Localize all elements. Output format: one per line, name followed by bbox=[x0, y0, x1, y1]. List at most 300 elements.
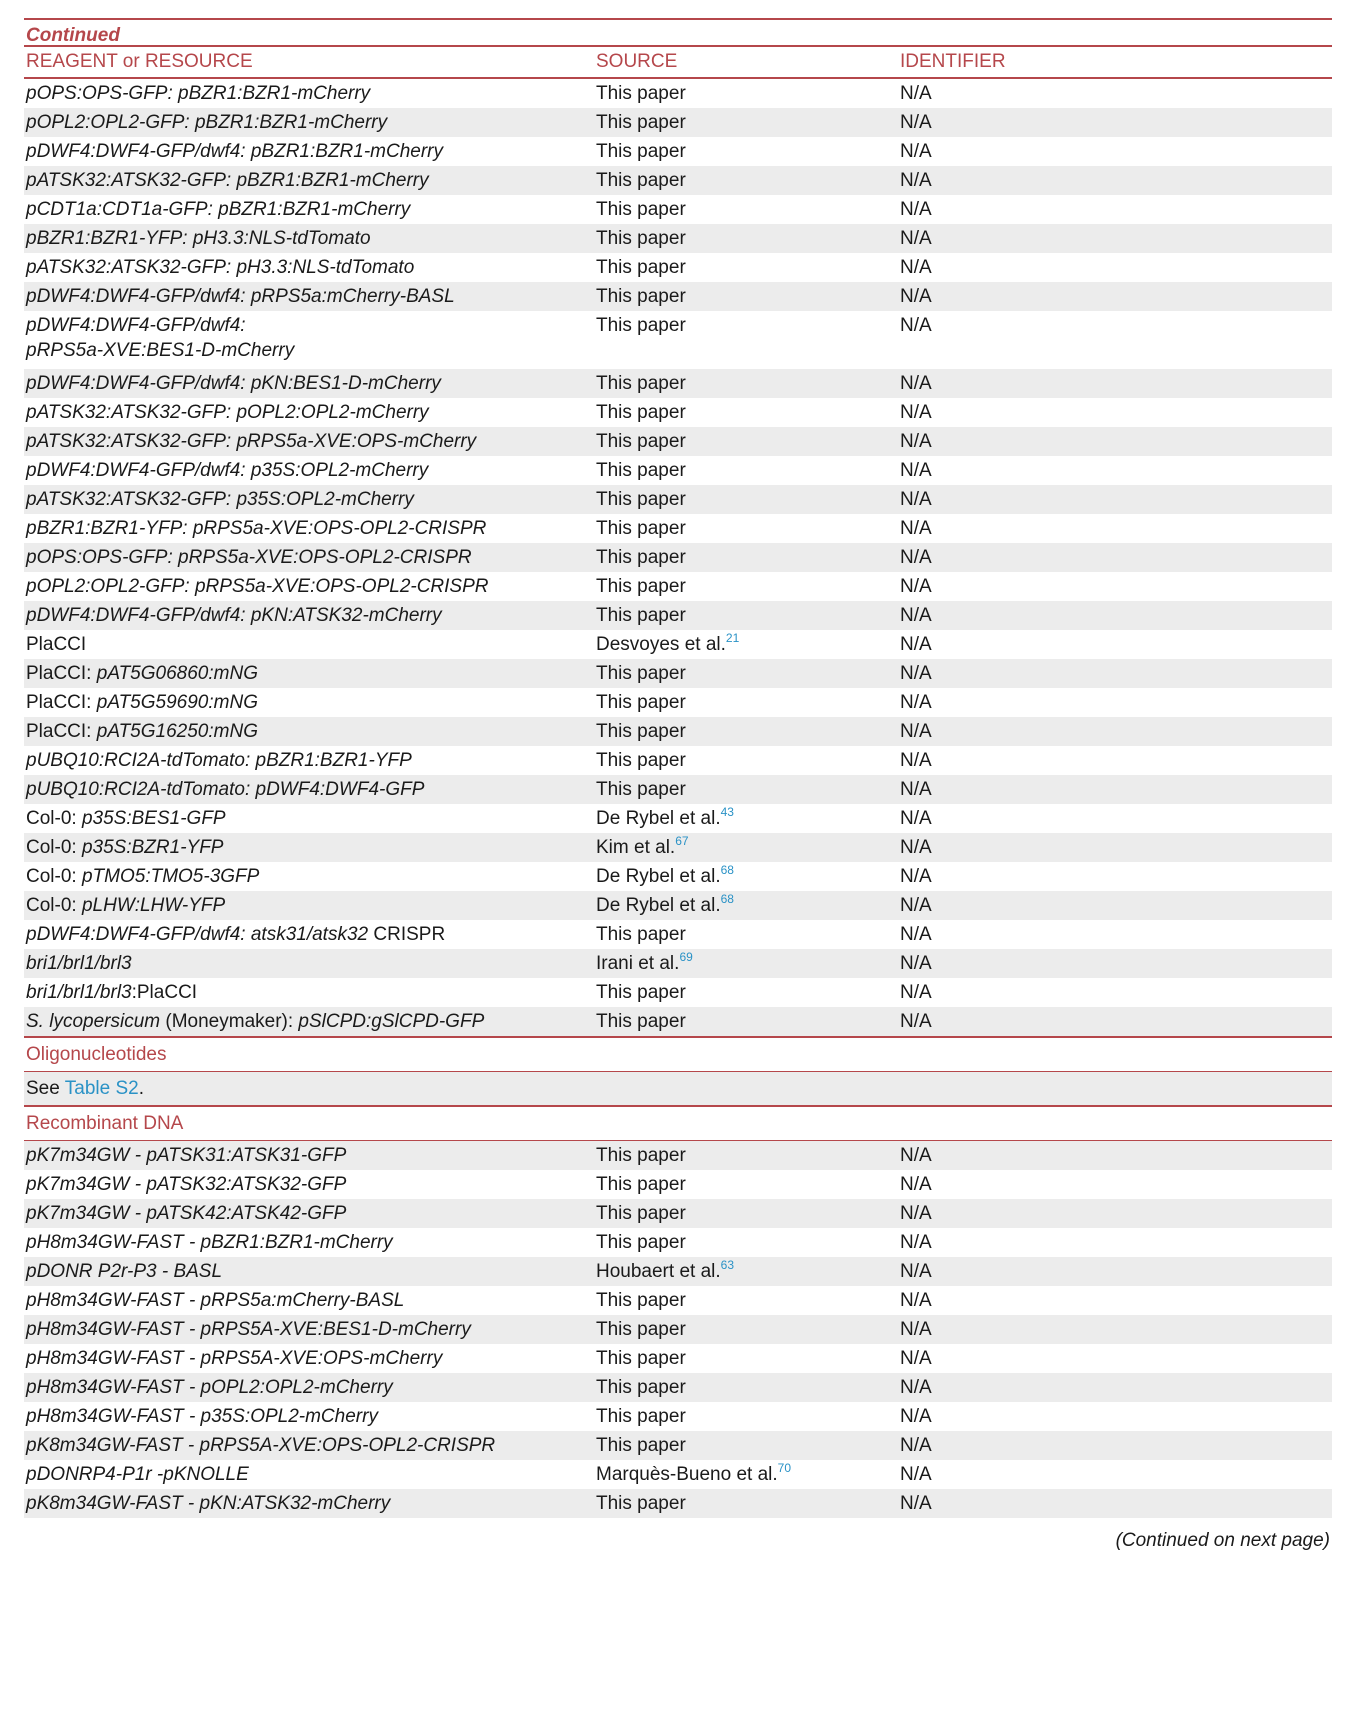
source-cell bbox=[596, 1288, 900, 1313]
reagent-cell bbox=[26, 1375, 596, 1400]
rows-group-a bbox=[24, 79, 1332, 311]
table-row bbox=[24, 543, 1332, 572]
identifier-cell: N/A bbox=[900, 82, 932, 104]
source-cell bbox=[596, 777, 900, 802]
table-row bbox=[24, 224, 1332, 253]
table-row bbox=[24, 659, 1332, 688]
source-text: This paper bbox=[596, 372, 686, 394]
identifier-cell: N/A bbox=[900, 1145, 932, 1166]
construct-name: pSlCPD:gSlCPD-GFP bbox=[298, 1010, 485, 1032]
identifier-cell: N/A bbox=[900, 923, 932, 945]
source-text: Marquès-Bueno et al. bbox=[596, 1464, 778, 1485]
reagent-prefix: Col-0: bbox=[26, 836, 82, 858]
reference-link[interactable]: 63 bbox=[720, 1258, 734, 1272]
reagent-name: pAT5G16250:mNG bbox=[96, 720, 258, 742]
reagent-cell bbox=[26, 951, 596, 976]
identifier-cell: N/A bbox=[900, 285, 932, 307]
identifier-cell: N/A bbox=[900, 749, 932, 771]
reagent-name: pDWF4:DWF4-GFP/dwf4: atsk31/atsk32 bbox=[26, 923, 369, 945]
source-text: Desvoyes et al. bbox=[596, 633, 726, 655]
identifier-cell: N/A bbox=[900, 140, 932, 162]
table-row bbox=[24, 311, 1332, 369]
source-cell bbox=[596, 661, 900, 686]
reagent-name: pK7m34GW - pATSK31:ATSK31-GFP bbox=[26, 1145, 347, 1166]
reagent-cell bbox=[26, 1462, 596, 1487]
reagent-cell bbox=[26, 806, 596, 831]
reference-link[interactable]: 69 bbox=[679, 949, 693, 964]
reagent-name: pOPL2:OPL2-GFP: pBZR1:BZR1-mCherry bbox=[26, 111, 388, 133]
source-cell bbox=[596, 574, 900, 599]
source-cell bbox=[596, 1143, 900, 1168]
reagent-cell bbox=[26, 632, 596, 657]
reagent-cell bbox=[26, 922, 596, 947]
identifier-cell: N/A bbox=[900, 401, 932, 423]
source-cell bbox=[596, 487, 900, 512]
table-row bbox=[24, 1344, 1332, 1373]
identifier-cell: N/A bbox=[900, 1232, 932, 1253]
oligonucleotides-note bbox=[24, 1071, 1332, 1107]
source-text: This paper bbox=[596, 1203, 686, 1224]
reagent-cell bbox=[26, 1009, 596, 1034]
source-cell bbox=[596, 1172, 900, 1197]
reagent-name: bri1/brl1/brl3 bbox=[26, 952, 132, 974]
period-text: . bbox=[138, 1077, 144, 1099]
identifier-cell: N/A bbox=[900, 807, 932, 829]
reagent-cell bbox=[26, 545, 596, 570]
reagent-prefix: PlaCCI: bbox=[26, 662, 97, 684]
identifier-cell: N/A bbox=[900, 430, 932, 452]
source-text: This paper bbox=[596, 111, 686, 133]
source-cell bbox=[596, 951, 900, 976]
source-cell bbox=[596, 197, 900, 222]
table-row bbox=[24, 1373, 1332, 1402]
reagent-cell bbox=[26, 719, 596, 744]
reagent-prefix: Col-0: bbox=[26, 865, 82, 887]
reagent-cell bbox=[26, 1201, 596, 1226]
table-row bbox=[24, 369, 1332, 398]
source-text: This paper bbox=[596, 720, 686, 742]
identifier-cell: N/A bbox=[900, 1010, 932, 1032]
reagent-cell bbox=[26, 487, 596, 512]
source-text: This paper bbox=[596, 169, 686, 191]
identifier-cell: N/A bbox=[900, 1493, 932, 1514]
table-row bbox=[24, 485, 1332, 514]
source-text: This paper bbox=[596, 662, 686, 684]
table-row bbox=[24, 717, 1332, 746]
reference-link[interactable]: 67 bbox=[675, 833, 689, 848]
source-cell bbox=[596, 980, 900, 1005]
reagent-name: pH8m34GW-FAST - pOPL2:OPL2-mCherry bbox=[26, 1377, 393, 1398]
section-heading-oligonucleotides: Oligonucleotides bbox=[24, 1036, 1332, 1071]
source-text: This paper bbox=[596, 227, 686, 249]
source-cell bbox=[596, 922, 900, 947]
source-cell bbox=[596, 1375, 900, 1400]
source-text: This paper bbox=[596, 1377, 686, 1398]
reagent-cell bbox=[26, 458, 596, 483]
reagent-prefix: Col-0: bbox=[26, 807, 82, 829]
reference-link[interactable]: 43 bbox=[720, 804, 734, 819]
reagent-cell bbox=[26, 81, 596, 106]
reagent-cell bbox=[26, 1433, 596, 1458]
identifier-cell: N/A bbox=[900, 1377, 932, 1398]
reagent-line: pDWF4:DWF4-GFP/dwf4: bbox=[26, 314, 246, 336]
table-row bbox=[24, 1199, 1332, 1228]
reagent-name: pLHW:LHW-YFP bbox=[81, 894, 226, 916]
source-text: This paper bbox=[596, 1319, 686, 1340]
table-row bbox=[24, 137, 1332, 166]
identifier-cell: N/A bbox=[900, 1290, 932, 1311]
reagent-name: pATSK32:ATSK32-GFP: pOPL2:OPL2-mCherry bbox=[26, 401, 429, 423]
reagent-name: pATSK32:ATSK32-GFP: pRPS5a-XVE:OPS-mCherry bbox=[26, 430, 477, 452]
identifier-cell: N/A bbox=[900, 836, 932, 858]
reagent-prefix: PlaCCI: bbox=[26, 691, 97, 713]
identifier-cell: N/A bbox=[900, 952, 932, 974]
table-row bbox=[24, 1315, 1332, 1344]
column-header-source: SOURCE bbox=[596, 51, 678, 72]
reagent-cell bbox=[26, 1404, 596, 1429]
table-row bbox=[24, 79, 1332, 108]
source-text: This paper bbox=[596, 778, 686, 800]
reagent-name: pCDT1a:CDT1a-GFP: pBZR1:BZR1-mCherry bbox=[26, 198, 411, 220]
table-row bbox=[24, 1257, 1332, 1286]
reagent-cell bbox=[26, 893, 596, 918]
reagent-cell bbox=[26, 864, 596, 889]
table-row bbox=[24, 978, 1332, 1007]
identifier-cell: N/A bbox=[900, 778, 932, 800]
reagent-name: pUBQ10:RCI2A-tdTomato: pDWF4:DWF4-GFP bbox=[26, 778, 425, 800]
table-row bbox=[24, 253, 1332, 282]
source-text: De Rybel et al. bbox=[596, 807, 721, 829]
source-text: This paper bbox=[596, 285, 686, 307]
reagent-cell bbox=[26, 748, 596, 773]
identifier-cell: N/A bbox=[900, 517, 932, 539]
source-text: This paper bbox=[596, 981, 686, 1003]
source-cell bbox=[596, 1259, 900, 1284]
reagent-name: pDWF4:DWF4-GFP/dwf4: p35S:OPL2-mCherry bbox=[26, 459, 429, 481]
reagent-name: pBZR1:BZR1-YFP: pH3.3:NLS-tdTomato bbox=[26, 227, 371, 249]
identifier-cell: N/A bbox=[900, 981, 932, 1003]
reagent-name: pK8m34GW-FAST - pKN:ATSK32-mCherry bbox=[26, 1493, 391, 1514]
reagent-cell bbox=[26, 690, 596, 715]
source-text: De Rybel et al. bbox=[596, 865, 721, 887]
source-cell bbox=[596, 1201, 900, 1226]
source-cell bbox=[596, 371, 900, 396]
source-text: This paper bbox=[596, 1348, 686, 1369]
identifier-cell: N/A bbox=[900, 894, 932, 916]
source-text: This paper bbox=[596, 488, 686, 510]
reagent-name: pH8m34GW-FAST - pRPS5a:mCherry-BASL bbox=[26, 1290, 405, 1311]
reagent-name: pDONR P2r-P3 - BASL bbox=[26, 1261, 223, 1282]
reagent-name: pAT5G06860:mNG bbox=[96, 662, 258, 684]
source-cell bbox=[596, 139, 900, 164]
identifier-cell: N/A bbox=[900, 865, 932, 887]
source-text: This paper bbox=[596, 430, 686, 452]
rows-group-c bbox=[24, 1141, 1332, 1518]
identifier-cell: N/A bbox=[900, 1261, 932, 1282]
identifier-cell: N/A bbox=[900, 488, 932, 510]
reagent-cell bbox=[26, 284, 596, 309]
source-cell bbox=[596, 1404, 900, 1429]
source-text: This paper bbox=[596, 459, 686, 481]
table-row bbox=[24, 514, 1332, 543]
reagent-name: pATSK32:ATSK32-GFP: p35S:OPL2-mCherry bbox=[26, 488, 414, 510]
identifier-cell: N/A bbox=[900, 720, 932, 742]
source-text: This paper bbox=[596, 1493, 686, 1514]
table-row bbox=[24, 949, 1332, 978]
reagent-name: pDWF4:DWF4-GFP/dwf4: pRPS5a:mCherry-BASL bbox=[26, 285, 455, 307]
source-cell bbox=[596, 806, 900, 831]
reference-link[interactable]: 21 bbox=[725, 630, 740, 645]
table-row bbox=[24, 572, 1332, 601]
source-cell bbox=[596, 1317, 900, 1342]
reagent-name: pBZR1:BZR1-YFP: pRPS5a-XVE:OPS-OPL2-CRISPR bbox=[26, 517, 487, 539]
reagent-cell bbox=[26, 110, 596, 135]
source-cell bbox=[596, 1462, 900, 1487]
source-text: Kim et al. bbox=[596, 836, 676, 858]
reagent-name: pTMO5:TMO5-3GFP bbox=[81, 865, 260, 887]
source-cell bbox=[596, 719, 900, 744]
reagent-cell bbox=[26, 1317, 596, 1342]
table-row bbox=[24, 282, 1332, 311]
reagent-cell bbox=[26, 574, 596, 599]
table-row bbox=[24, 427, 1332, 456]
source-cell bbox=[596, 632, 900, 657]
reagent-name: pUBQ10:RCI2A-tdTomato: pBZR1:BZR1-YFP bbox=[26, 749, 412, 771]
identifier-cell: N/A bbox=[900, 1174, 932, 1195]
identifier-cell: N/A bbox=[900, 169, 932, 191]
source-text: Houbaert et al. bbox=[596, 1261, 721, 1282]
reagent-name: pOPS:OPS-GFP: pBZR1:BZR1-mCherry bbox=[26, 82, 371, 104]
source-cell bbox=[596, 110, 900, 135]
identifier-cell: N/A bbox=[900, 111, 932, 133]
reagent-suffix: :PlaCCI bbox=[131, 981, 198, 1003]
reagent-cell bbox=[26, 1230, 596, 1255]
identifier-cell: N/A bbox=[900, 633, 932, 655]
reagent-name: pH8m34GW-FAST - pRPS5A-XVE:BES1-D-mCherry bbox=[26, 1319, 471, 1340]
source-text: Irani et al. bbox=[596, 952, 680, 974]
column-header-reagent: REAGENT or RESOURCE bbox=[26, 51, 253, 72]
table-row bbox=[24, 1007, 1332, 1036]
source-text: This paper bbox=[596, 140, 686, 162]
table-row bbox=[24, 862, 1332, 891]
source-text: This paper bbox=[596, 749, 686, 771]
reagent-cell bbox=[26, 371, 596, 396]
source-text: This paper bbox=[596, 82, 686, 104]
reagent-cell bbox=[26, 1172, 596, 1197]
reagent-prefix: PlaCCI bbox=[26, 633, 87, 655]
identifier-cell: N/A bbox=[900, 546, 932, 568]
reagent-cell bbox=[26, 777, 596, 802]
continued-label: Continued bbox=[26, 25, 120, 46]
continued-on-next-page: (Continued on next page) bbox=[1115, 1530, 1330, 1551]
identifier-cell: N/A bbox=[900, 198, 932, 220]
reagent-name: pOPL2:OPL2-GFP: pRPS5a-XVE:OPS-OPL2-CRISPR bbox=[26, 575, 489, 597]
identifier-cell: N/A bbox=[900, 1464, 932, 1485]
source-cell bbox=[596, 1491, 900, 1516]
reagent-name: bri1/brl1/brl3 bbox=[26, 981, 132, 1003]
reagent-name: pH8m34GW-FAST - pBZR1:BZR1-mCherry bbox=[26, 1232, 393, 1253]
identifier-cell: N/A bbox=[900, 691, 932, 713]
table-header bbox=[24, 47, 1332, 77]
reagent-name: pDWF4:DWF4-GFP/dwf4: pBZR1:BZR1-mCherry bbox=[26, 140, 443, 162]
reagent-name: pATSK32:ATSK32-GFP: pBZR1:BZR1-mCherry bbox=[26, 169, 429, 191]
identifier-cell: N/A bbox=[900, 1319, 932, 1340]
source-text: This paper bbox=[596, 923, 686, 945]
table-row bbox=[24, 833, 1332, 862]
reagent-name: pAT5G59690:mNG bbox=[96, 691, 258, 713]
column-header-identifier: IDENTIFIER bbox=[900, 51, 1006, 72]
table-row bbox=[24, 775, 1332, 804]
reagent-cell bbox=[26, 980, 596, 1005]
source-text: This paper bbox=[596, 198, 686, 220]
source-text: This paper bbox=[596, 401, 686, 423]
source-text: De Rybel et al. bbox=[596, 894, 721, 916]
reagent-cell bbox=[26, 226, 596, 251]
source-cell bbox=[596, 603, 900, 628]
source-text: This paper bbox=[596, 691, 686, 713]
source-text: This paper bbox=[596, 1406, 686, 1427]
identifier-cell: N/A bbox=[900, 256, 932, 278]
table-row bbox=[24, 688, 1332, 717]
identifier-cell: N/A bbox=[900, 604, 932, 626]
source-text: This paper bbox=[596, 256, 686, 278]
reagent-name: pK8m34GW-FAST - pRPS5A-XVE:OPS-OPL2-CRISPR bbox=[26, 1435, 496, 1456]
identifier-cell: N/A bbox=[900, 1435, 932, 1456]
reagent-name: p35S:BZR1-YFP bbox=[81, 836, 224, 858]
identifier-cell: N/A bbox=[900, 314, 932, 336]
reagent-cell bbox=[26, 197, 596, 222]
source-cell: This paper bbox=[596, 314, 686, 336]
table-s2-link[interactable]: Table S2 bbox=[64, 1077, 139, 1099]
reagent-cell bbox=[26, 400, 596, 425]
reagent-cell bbox=[26, 139, 596, 164]
reagent-prefix: Col-0: bbox=[26, 894, 82, 916]
table-row bbox=[24, 108, 1332, 137]
reagent-prefix: PlaCCI: bbox=[26, 720, 97, 742]
reagent-name: pDONRP4-P1r -pKNOLLE bbox=[26, 1464, 249, 1485]
reagent-cell bbox=[26, 1143, 596, 1168]
table-row bbox=[24, 166, 1332, 195]
table-row bbox=[24, 1402, 1332, 1431]
identifier-cell: N/A bbox=[900, 1203, 932, 1224]
reagent-line: pRPS5a-XVE:BES1-D-mCherry bbox=[26, 339, 295, 361]
reagent-name: pDWF4:DWF4-GFP/dwf4: pKN:BES1-D-mCherry bbox=[26, 372, 441, 394]
cultivar-name: (Moneymaker): bbox=[160, 1010, 299, 1032]
source-cell bbox=[596, 864, 900, 889]
source-text: This paper bbox=[596, 1435, 686, 1456]
source-cell bbox=[596, 516, 900, 541]
table-row bbox=[24, 746, 1332, 775]
table-row bbox=[24, 1170, 1332, 1199]
reagent-name: pK7m34GW - pATSK32:ATSK32-GFP bbox=[26, 1174, 347, 1195]
table-row bbox=[24, 891, 1332, 920]
reagent-cell bbox=[26, 1259, 596, 1284]
reagent-cell bbox=[26, 516, 596, 541]
identifier-cell: N/A bbox=[900, 662, 932, 684]
table-row bbox=[24, 601, 1332, 630]
source-cell bbox=[596, 255, 900, 280]
identifier-cell: N/A bbox=[900, 459, 932, 481]
table-row bbox=[24, 1460, 1332, 1489]
source-cell bbox=[596, 81, 900, 106]
key-resources-table bbox=[24, 18, 1332, 1552]
source-cell bbox=[596, 458, 900, 483]
source-cell bbox=[596, 168, 900, 193]
source-cell bbox=[596, 1346, 900, 1371]
source-cell bbox=[596, 284, 900, 309]
source-text: This paper bbox=[596, 1174, 686, 1195]
reagent-cell bbox=[26, 255, 596, 280]
reagent-name: pH8m34GW-FAST - pRPS5A-XVE:OPS-mCherry bbox=[26, 1348, 443, 1369]
reagent-name: p35S:BES1-GFP bbox=[81, 807, 226, 829]
table-row bbox=[24, 804, 1332, 833]
source-cell bbox=[596, 545, 900, 570]
identifier-cell: N/A bbox=[900, 227, 932, 249]
reagent-cell bbox=[26, 835, 596, 860]
source-cell bbox=[596, 835, 900, 860]
reference-link[interactable]: 68 bbox=[720, 862, 734, 877]
reagent-cell bbox=[26, 168, 596, 193]
table-row bbox=[24, 398, 1332, 427]
reference-link[interactable]: 68 bbox=[720, 891, 734, 906]
reagent-cell bbox=[26, 603, 596, 628]
source-cell bbox=[596, 226, 900, 251]
reagent-cell bbox=[26, 1288, 596, 1313]
source-cell bbox=[596, 893, 900, 918]
reagent-name: pH8m34GW-FAST - p35S:OPL2-mCherry bbox=[26, 1406, 378, 1427]
rows-group-b bbox=[24, 369, 1332, 1007]
source-text: This paper bbox=[596, 517, 686, 539]
reagent-cell bbox=[26, 661, 596, 686]
reagent-cell bbox=[26, 429, 596, 454]
reagent-cell bbox=[26, 313, 596, 367]
reagent-name: pOPS:OPS-GFP: pRPS5a-XVE:OPS-OPL2-CRISPR bbox=[26, 546, 472, 568]
table-row bbox=[24, 1489, 1332, 1518]
source-text: This paper bbox=[596, 1290, 686, 1311]
source-cell: This paper bbox=[596, 1010, 686, 1032]
reagent-cell bbox=[26, 1346, 596, 1371]
table-row bbox=[24, 1228, 1332, 1257]
section-heading-recombinant-dna: Recombinant DNA bbox=[26, 1112, 184, 1134]
table-row bbox=[24, 1431, 1332, 1460]
species-name: S. lycopersicum bbox=[26, 1010, 161, 1032]
source-cell bbox=[596, 748, 900, 773]
table-row bbox=[24, 920, 1332, 949]
table-row bbox=[24, 195, 1332, 224]
reagent-name: pK7m34GW - pATSK42:ATSK42-GFP bbox=[26, 1203, 347, 1224]
source-text: This paper bbox=[596, 575, 686, 597]
source-text: This paper bbox=[596, 546, 686, 568]
reference-link[interactable]: 70 bbox=[777, 1461, 792, 1475]
table-row bbox=[24, 630, 1332, 659]
reagent-cell bbox=[26, 1491, 596, 1516]
see-text: See bbox=[26, 1077, 65, 1099]
source-text: This paper bbox=[596, 1145, 686, 1166]
table-row bbox=[24, 456, 1332, 485]
source-cell bbox=[596, 429, 900, 454]
source-text: This paper bbox=[596, 1232, 686, 1253]
reagent-suffix: CRISPR bbox=[368, 923, 446, 945]
source-cell bbox=[596, 1230, 900, 1255]
source-cell bbox=[596, 690, 900, 715]
identifier-cell: N/A bbox=[900, 1406, 932, 1427]
source-cell bbox=[596, 1433, 900, 1458]
identifier-cell: N/A bbox=[900, 372, 932, 394]
source-text: This paper bbox=[596, 604, 686, 626]
reagent-name: pATSK32:ATSK32-GFP: pH3.3:NLS-tdTomato bbox=[26, 256, 415, 278]
identifier-cell: N/A bbox=[900, 1348, 932, 1369]
identifier-cell: N/A bbox=[900, 575, 932, 597]
